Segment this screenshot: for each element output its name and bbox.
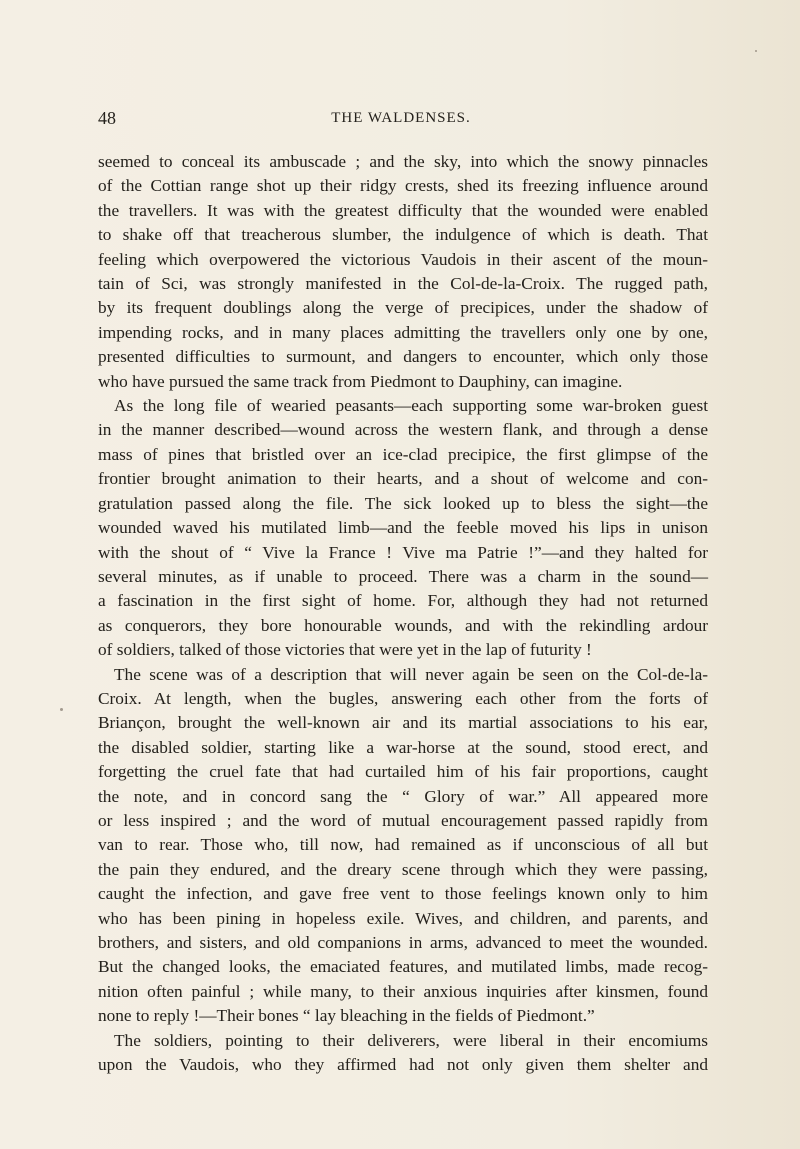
text-line: The soldiers, pointing to their deliverers, were liberal in their encomiums: [114, 1030, 708, 1050]
text-line: of soldiers, talked of those victories that were yet in the lap of futurity !: [98, 640, 592, 660]
text-line: or less inspired ; and the word of mutual encouragement passed rapidly from: [98, 810, 708, 830]
text-line: tain of Sci, was strongly manifested in the Col-de-la-Croix. The rugged path,: [98, 274, 708, 294]
text-line: with the shout of “ Vive la France ! Vive ma Patrie !”—and they halted for: [98, 542, 708, 562]
body-text: [98, 150, 708, 1077]
running-title: THE WALDENSES.: [331, 110, 471, 126]
text-line: Croix. At length, when the bugles, answering each other from the forts of: [98, 688, 708, 708]
text-line: Briançon, brought the well-known air and its martial associations to his ear,: [98, 713, 708, 733]
text-line: brothers, and sisters, and old companions in arms, advanced to meet the wounded.: [98, 933, 708, 952]
running-head: [98, 108, 704, 132]
text-line: to shake off that treacherous slumber, the indulgence of which is death. That: [98, 225, 708, 245]
text-line: seemed to conceal its ambuscade ; and the sky, into which the snowy pinnacles: [98, 152, 708, 171]
text-line: in the manner described—wound across the western flank, and through a dense: [98, 420, 708, 440]
text-line: upon the Vaudois, who they affirmed had not only given them shelter and: [98, 1055, 708, 1075]
text-line: caught the infection, and gave free vent to those feelings known only to him: [98, 884, 708, 904]
text-line: the note, and in concord sang the “ Glory of war.” All appeared more: [98, 786, 708, 806]
text-line: several minutes, as if unable to proceed. There was a charm in the sound—: [98, 566, 708, 586]
text-line: the pain they endured, and the dreary scene through which they were passing,: [98, 859, 708, 879]
text-line: frontier brought animation to their hearts, and a shout of welcome and con-: [98, 469, 708, 489]
text-line: The scene was of a description that will never again be seen on the Col-de-la-: [114, 664, 708, 684]
text-line: the travellers. It was with the greatest difficulty that the wounded were enabled: [98, 200, 708, 220]
text-line: gratulation passed along the file. The sick looked up to bless the sight—the: [98, 493, 708, 513]
text-line: wounded waved his mutilated limb—and the feeble moved his lips in unison: [98, 518, 708, 538]
text-line: who has been pining in hopeless exile. Wives, and children, and parents, and: [98, 908, 708, 928]
text-line: But the changed looks, the emaciated features, and mutilated limbs, made recog-: [98, 957, 708, 977]
paper-speck: [60, 708, 63, 711]
text-line: impending rocks, and in many places admitting the travellers only one by one,: [98, 322, 708, 342]
text-line: van to rear. Those who, till now, had remained as if unconscious of all but: [98, 835, 708, 855]
text-line: by its frequent doublings along the verge of precipices, under the shadow of: [98, 298, 708, 318]
text-line: the disabled soldier, starting like a war-horse at the sound, stood erect, and: [98, 737, 708, 757]
text-line: a fascination in the first sight of home. For, although they had not returned: [98, 591, 708, 611]
text-line: forgetting the cruel fate that had curtailed him of his fair proportions, caught: [98, 762, 708, 782]
page-number: 48: [98, 108, 116, 128]
text-line: As the long file of wearied peasants—each supporting some war-broken guest: [114, 396, 708, 416]
text-line: nition often painful ; while many, to their anxious inquiries after kinsmen, found: [98, 981, 708, 1001]
text-line: presented difficulties to surmount, and dangers to encounter, which only those: [98, 347, 708, 367]
text-line: mass of pines that bristled over an ice-clad precipice, the first glimpse of the: [98, 444, 708, 464]
paper-speck: [755, 50, 757, 52]
text-line: none to reply !—Their bones “ lay bleaching in the fields of Piedmont.”: [98, 1006, 595, 1026]
text-line: who have pursued the same track from Piedmont to Dauphiny, can imagine.: [98, 371, 623, 391]
text-line: of the Cottian range shot up their ridgy crests, shed its freezing influence around: [98, 176, 708, 196]
text-line: feeling which overpowered the victorious Vaudois in their ascent of the moun-: [98, 249, 708, 269]
text-line: as conquerors, they bore honourable wounds, and with the rekindling ardour: [98, 615, 708, 635]
